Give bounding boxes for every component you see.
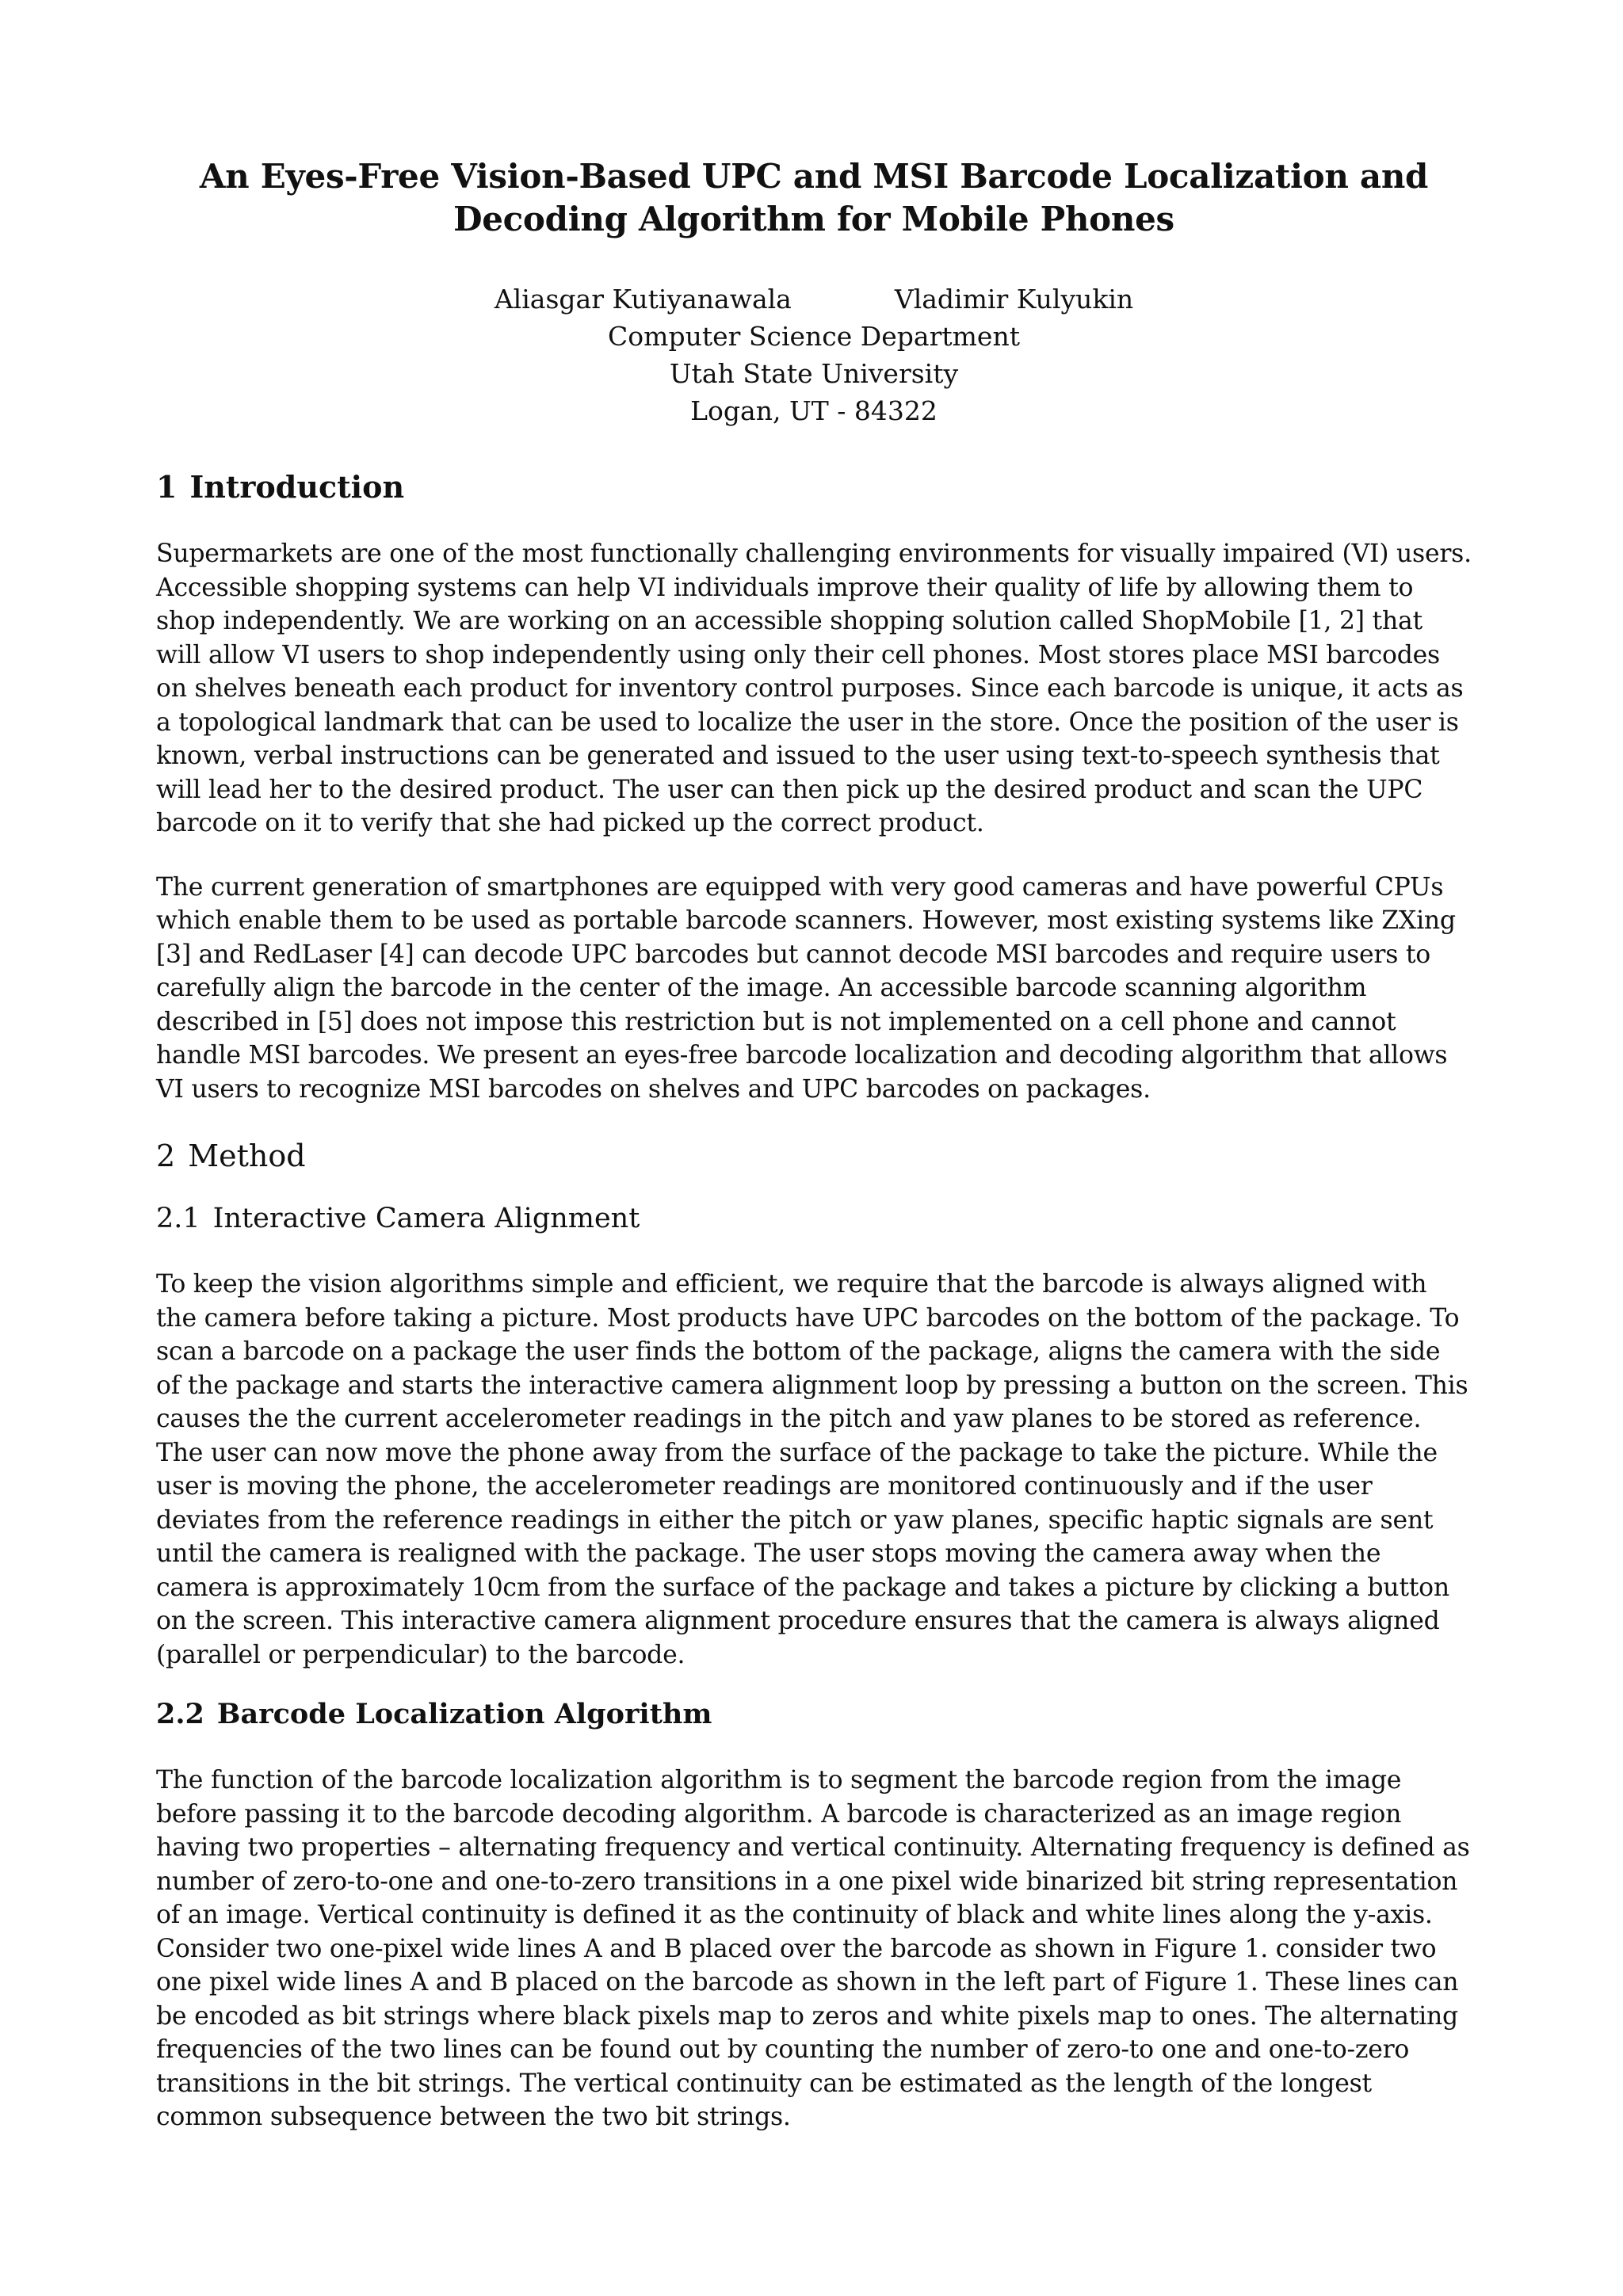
subsection-heading-camera-alignment <box>156 1199 1472 1238</box>
subsection-title: Barcode Localization Algorithm <box>216 1698 712 1730</box>
section-title: Method <box>188 1138 306 1173</box>
subsection-number: 2.1 <box>156 1203 200 1234</box>
author-name: Vladimir Kulyukin <box>894 284 1134 315</box>
subsection-heading-barcode-localization <box>156 1695 1472 1733</box>
author-row <box>156 280 1472 318</box>
affiliation-department: Computer Science Department <box>608 321 1020 352</box>
section-heading-method <box>156 1136 1472 1176</box>
paragraph: The current generation of smartphones are equipped with very good cameras and have powerful CPUs which enable them to be used as portable barcode scanners. However, most existing systems like ZXing [3] and RedLaser [4] can decode UPC barcodes but cannot decode MSI barcodes and require users to carefully align the barcode in the center of the image. An accessible barcode scanning algorithm described in [5] does not impose this restriction but is not implemented on a cell phone and cannot handle MSI barcodes. We present an eyes-free barcode localization and decoding algorithm that allows VI users to recognize MSI barcodes on shelves and UPC barcodes on packages. <box>156 872 1456 1104</box>
subsection-number: 2.2 <box>156 1698 204 1730</box>
paper-title: An Eyes-Free Vision-Based UPC and MSI Barcode Localization and Decoding Algorithm for Mobile Phones <box>199 157 1429 238</box>
affiliation-university: Utah State University <box>669 358 959 389</box>
author-block <box>156 280 1472 429</box>
section-number: 2 <box>156 1138 176 1173</box>
section-title: Introduction <box>189 469 405 505</box>
subsection-title: Interactive Camera Alignment <box>212 1203 640 1234</box>
paragraph: The function of the barcode localization algorithm is to segment the barcode region from the image before passing it to the barcode decoding algorithm. A barcode is characterized as an image region having two properties – alternating frequency and vertical continuity. Alternating frequency is defined as number of zero-to-one and one-to-zero transitions in a one pixel wide binarized bit string representation of an image. Vertical continuity is defined it as the continuity of black and white lines along the y-axis. Consider two one-pixel wide lines A and B placed over the barcode as shown in Figure 1. consider two one pixel wide lines A and B placed on the barcode as shown in the left part of Figure 1. These lines can be encoded as bit strings where black pixels map to zeros and white pixels map to ones. The alternating frequencies of the two lines can be found out by counting the number of zero-to one and one-to-zero transitions in the bit strings. The vertical continuity can be estimated as the length of the longest common subsequence between the two bit strings. <box>156 1766 1470 2131</box>
affiliation-location: Logan, UT - 84322 <box>690 395 938 426</box>
section-number: 1 <box>156 469 178 505</box>
paper-content <box>156 155 1472 2134</box>
paragraph: To keep the vision algorithms simple and efficient, we require that the barcode is always aligned with the camera before taking a picture. Most products have UPC barcodes on the bottom of the package. To scan a barcode on a package the user finds the bottom of the package, aligns the camera with the side of the package and starts the interactive camera alignment loop by pressing a button on the screen. This causes the the current accelerometer readings in the pitch and yaw planes to be stored as reference. The user can now move the phone away from the surface of the package to take the picture. While the user is moving the phone, the accelerometer readings are monitored continuously and if the user deviates from the reference readings in either the pitch or yaw planes, specific haptic signals are sent until the camera is realigned with the package. The user stops moving the camera away when the camera is approximately 10cm from the surface of the package and takes a picture by clicking a button on the screen. This interactive camera alignment procedure ensures that the camera is always aligned (parallel or perpendicular) to the barcode. <box>156 1270 1468 1669</box>
section-heading-introduction <box>156 467 1472 507</box>
paragraph: Supermarkets are one of the most functionally challenging environments for visually impaired (VI) users. Accessible shopping systems can help VI individuals improve their quality of life by allowing them to shop independently. We are working on an accessible shopping solution called ShopMobile [1, 2] that will allow VI users to shop independently using only their cell phones. Most stores place MSI barcodes on shelves beneath each product for inventory control purposes. Since each barcode is unique, it acts as a topological landmark that can be used to localize the user in the store. Once the position of the user is known, verbal instructions can be generated and issued to the user using text-to-speech synthesis that will lead her to the desired product. The user can then pick up the desired product and scan the UPC barcode on it to verify that she had picked up the correct product. <box>156 540 1472 837</box>
author-name: Aliasgar Kutiyanawala <box>494 284 792 315</box>
